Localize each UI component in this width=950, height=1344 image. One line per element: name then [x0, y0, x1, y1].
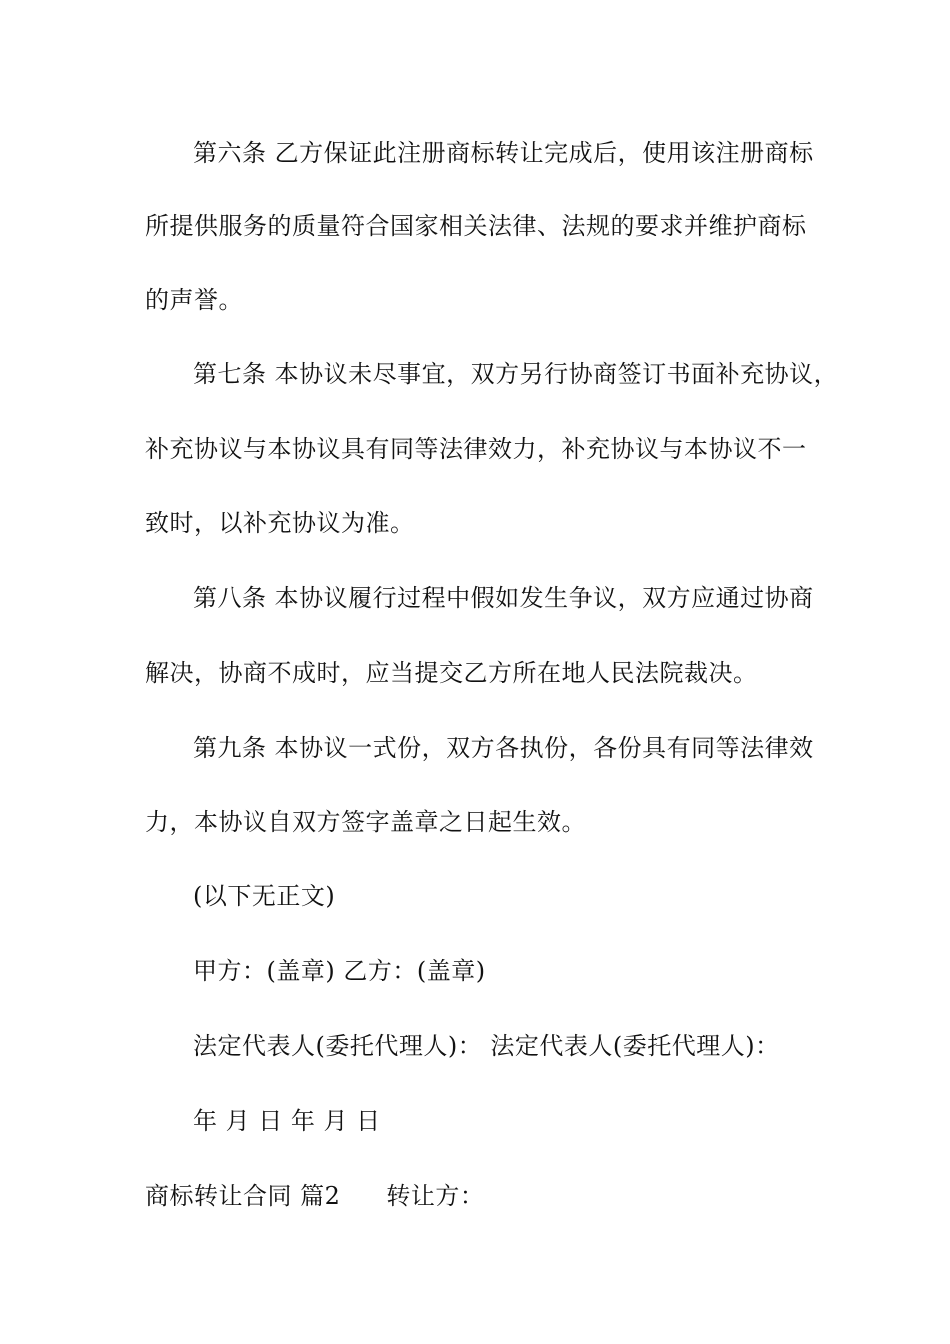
article-6-line-3: 的声誉。	[145, 286, 243, 314]
transferor-label: 转让方：	[386, 1182, 485, 1210]
article-9-line-1: 第九条 本协议一式份，双方各执份，各份具有同等法律效	[193, 734, 814, 762]
contract-title: 商标转让合同 篇2	[145, 1182, 341, 1210]
no-body-text-note: (以下无正文)	[193, 882, 336, 910]
article-6-line-2: 所提供服务的质量符合国家相关法律、法规的要求并维护商标	[145, 212, 807, 240]
article-8-line-1: 第八条 本协议履行过程中假如发生争议，双方应通过协商	[193, 584, 814, 612]
article-7-line-2: 补充协议与本协议具有同等法律效力，补充协议与本协议不一	[145, 435, 807, 463]
article-9-line-2: 力，本协议自双方签字盖章之日起生效。	[145, 808, 586, 836]
next-contract-heading-line	[145, 1181, 484, 1211]
date-line: 年 月 日 年 月 日	[193, 1107, 381, 1135]
article-6-line-1: 第六条 乙方保证此注册商标转让完成后，使用该注册商标	[193, 139, 814, 167]
article-7-line-3: 致时，以补充协议为准。	[145, 509, 415, 537]
party-seal-line: 甲方：(盖章) 乙方：(盖章)	[193, 957, 486, 985]
legal-representative-line: 法定代表人(委托代理人)： 法定代表人(委托代理人)：	[193, 1032, 780, 1060]
article-7-line-1: 第七条 本协议未尽事宜，双方另行协商签订书面补充协议，	[193, 360, 839, 388]
article-8-line-2: 解决，协商不成时，应当提交乙方所在地人民法院裁决。	[145, 659, 758, 687]
